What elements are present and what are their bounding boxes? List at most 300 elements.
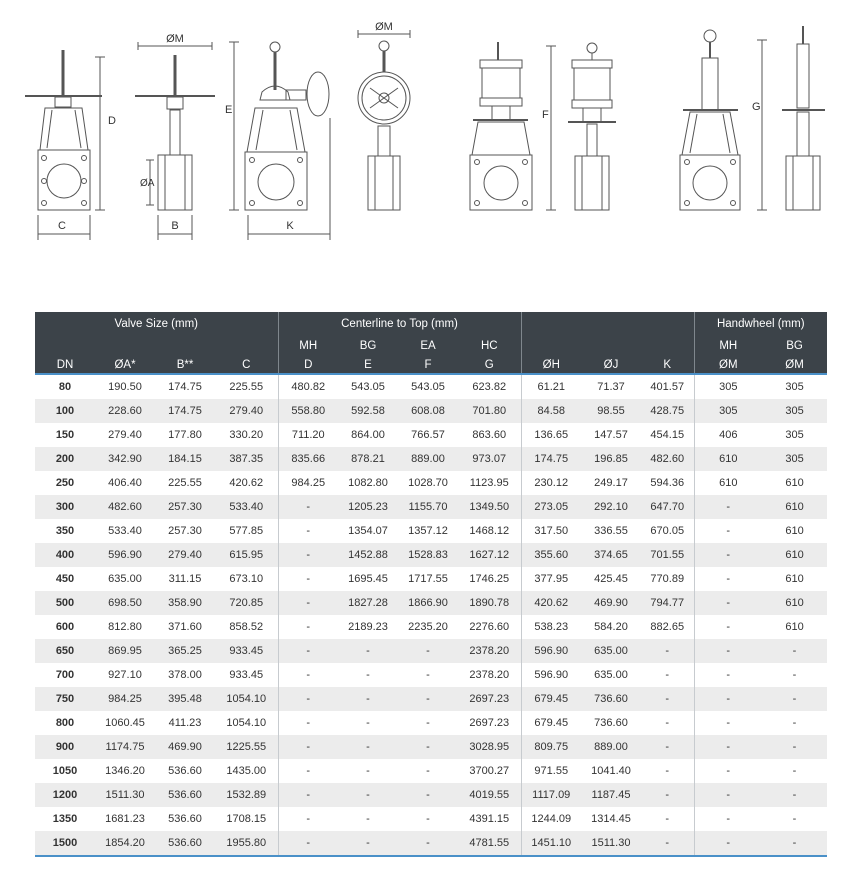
value-cell: 98.55	[581, 399, 641, 423]
table-row	[35, 783, 827, 807]
value-cell: -	[694, 687, 762, 711]
subheader-hw-bg: BG	[762, 336, 827, 356]
value-cell: 1349.50	[458, 495, 521, 519]
column-header: ØH	[521, 356, 581, 374]
value-cell: 543.05	[411, 381, 445, 393]
value-cell: 1708.15	[226, 813, 267, 825]
value-cell: 342.90	[95, 447, 155, 471]
value-cell: 1695.45	[348, 573, 388, 585]
value-cell: -	[398, 735, 458, 759]
value-cell: 584.20	[594, 621, 628, 633]
value-cell: 292.10	[581, 495, 641, 519]
dn-cell: 200	[35, 447, 95, 471]
column-header-row	[35, 356, 827, 374]
value-cell: 610	[694, 447, 762, 471]
value-cell: -	[426, 765, 430, 777]
value-cell: 1717.55	[408, 573, 448, 585]
value-cell: 933.45	[215, 639, 278, 663]
value-cell: 2276.60	[469, 621, 510, 633]
table-row	[35, 639, 827, 663]
value-cell: 592.58	[338, 399, 398, 423]
column-header: ØA*	[95, 356, 155, 374]
value-cell: -	[426, 813, 430, 825]
value-cell: 610	[694, 471, 762, 495]
value-cell: -	[278, 543, 338, 567]
value-cell: 701.55	[641, 543, 694, 567]
value-cell: 577.85	[229, 525, 264, 537]
value-cell: 1890.78	[458, 591, 521, 615]
dn-cell: 1350	[52, 813, 78, 825]
dn-cell: 350	[55, 525, 75, 537]
value-cell: 812.80	[108, 621, 142, 633]
value-cell: 1532.89	[215, 783, 278, 807]
value-cell: -	[792, 765, 797, 777]
value-cell: 1681.23	[105, 813, 145, 825]
value-cell: 536.60	[155, 783, 215, 807]
dn-cell: 800	[55, 717, 75, 729]
value-cell: 538.23	[521, 615, 581, 639]
value-cell: 3700.27	[469, 765, 510, 777]
value-cell: -	[278, 807, 338, 831]
value-cell: -	[278, 663, 338, 687]
value-cell: 395.48	[155, 687, 215, 711]
drawing-hydraulic-side	[782, 26, 825, 210]
table-row	[35, 447, 827, 471]
value-cell: -	[665, 669, 670, 681]
value-cell: 61.21	[521, 374, 581, 399]
label-k: K	[286, 220, 294, 232]
value-cell: 174.75	[168, 381, 202, 393]
value-cell: -	[338, 639, 398, 663]
value-cell: 1314.45	[591, 813, 631, 825]
value-cell: 878.21	[338, 447, 398, 471]
label-m-side: ØM	[166, 33, 184, 45]
table-row	[35, 567, 827, 591]
value-cell: 2189.23	[348, 621, 388, 633]
value-cell: 2697.23	[469, 717, 510, 729]
value-cell: -	[762, 687, 827, 711]
drawing-manual-front	[25, 50, 116, 240]
value-cell: 835.66	[278, 447, 338, 471]
value-cell: 971.55	[521, 759, 581, 783]
value-cell: 2378.20	[469, 669, 510, 681]
value-cell: 4391.15	[469, 813, 510, 825]
value-cell: 889.00	[581, 735, 641, 759]
subheader-hw-mh: MH	[694, 336, 762, 356]
drawing-manual-side	[135, 33, 215, 240]
value-cell: 482.60	[641, 447, 694, 471]
value-cell: -	[278, 687, 338, 711]
value-cell: -	[694, 543, 762, 567]
value-cell: 1511.30	[581, 831, 641, 856]
dimensions-table	[35, 312, 827, 857]
value-cell: 482.60	[95, 495, 155, 519]
value-cell: -	[426, 669, 430, 681]
value-cell: 711.20	[278, 423, 338, 447]
value-cell: 536.60	[155, 831, 215, 856]
value-cell: 279.40	[215, 399, 278, 423]
value-cell: 4781.55	[458, 831, 521, 856]
value-cell: 610	[785, 477, 804, 489]
value-cell: 984.25	[95, 687, 155, 711]
dn-cell: 100	[35, 399, 95, 423]
value-cell: 610	[785, 525, 804, 537]
value-cell: -	[665, 717, 670, 729]
label-f: F	[542, 109, 549, 121]
column-header: ØM	[762, 356, 827, 374]
value-cell: 371.60	[168, 621, 202, 633]
value-cell: 1225.55	[215, 735, 278, 759]
drawing-pneumatic-front	[470, 42, 556, 210]
dn-cell: 500	[35, 591, 95, 615]
dn-cell: 400	[35, 543, 95, 567]
value-cell: 4019.55	[458, 783, 521, 807]
value-cell: 2378.20	[458, 639, 521, 663]
value-cell: 858.52	[229, 621, 264, 633]
value-cell: 1452.88	[338, 543, 398, 567]
value-cell: 635.00	[594, 669, 628, 681]
value-cell: 305	[762, 399, 827, 423]
table-row	[35, 519, 827, 543]
valve-dimension-drawings	[0, 0, 850, 300]
value-cell: 355.60	[521, 543, 581, 567]
value-cell: 377.95	[521, 567, 581, 591]
subheader-row	[35, 336, 827, 356]
value-cell: 305	[762, 447, 827, 471]
table-row	[35, 423, 827, 447]
label-a: ØA	[140, 178, 155, 189]
value-cell: -	[762, 831, 827, 856]
value-cell: 673.10	[229, 573, 264, 585]
dn-cell: 80	[58, 381, 72, 393]
value-cell: 174.75	[521, 447, 581, 471]
value-cell: 647.70	[641, 495, 694, 519]
value-cell: 596.90	[521, 663, 581, 687]
value-cell: 594.36	[650, 477, 685, 489]
value-cell: -	[278, 831, 338, 856]
value-cell: 536.60	[168, 765, 202, 777]
value-cell: 863.60	[472, 429, 507, 441]
value-cell: 536.60	[168, 813, 202, 825]
value-cell: 615.95	[215, 543, 278, 567]
value-cell: 1205.23	[338, 495, 398, 519]
dn-cell: 250	[55, 477, 75, 489]
value-cell: 1746.25	[469, 573, 510, 585]
value-cell: 973.07	[458, 447, 521, 471]
label-g: G	[752, 101, 761, 113]
drawing-hydraulic-front	[680, 30, 767, 210]
table-row	[35, 735, 827, 759]
value-cell: 387.35	[215, 447, 278, 471]
value-cell: -	[366, 765, 370, 777]
value-cell: -	[426, 717, 430, 729]
value-cell: 596.90	[521, 639, 581, 663]
value-cell: -	[665, 813, 670, 825]
table-body	[35, 374, 827, 856]
value-cell: 1082.80	[348, 477, 388, 489]
value-cell: 225.55	[229, 381, 264, 393]
column-header: DN	[35, 356, 95, 374]
table-row	[35, 399, 827, 423]
value-cell: 701.80	[458, 399, 521, 423]
value-cell: -	[338, 735, 398, 759]
value-cell: -	[694, 591, 762, 615]
value-cell: 1123.95	[469, 477, 509, 489]
value-cell: -	[762, 783, 827, 807]
value-cell: 864.00	[351, 429, 385, 441]
value-cell: 1054.10	[215, 687, 278, 711]
dn-cell: 750	[35, 687, 95, 711]
value-cell: 428.75	[641, 399, 694, 423]
column-header: ØJ	[581, 356, 641, 374]
value-cell: -	[694, 639, 762, 663]
value-cell: 1955.80	[215, 831, 278, 856]
value-cell: 411.23	[168, 717, 202, 729]
value-cell: -	[641, 831, 694, 856]
value-cell: 1155.70	[398, 495, 458, 519]
value-cell: 809.75	[521, 735, 581, 759]
value-cell: 1041.40	[591, 765, 631, 777]
value-cell: -	[398, 687, 458, 711]
value-cell: 420.62	[521, 591, 581, 615]
value-cell: -	[398, 831, 458, 856]
value-cell: -	[278, 735, 338, 759]
table-row	[35, 615, 827, 639]
value-cell: 225.55	[168, 477, 202, 489]
value-cell: 330.20	[229, 429, 264, 441]
column-header: E	[338, 356, 398, 374]
value-cell: 610	[762, 543, 827, 567]
table-row	[35, 495, 827, 519]
dn-cell: 150	[55, 429, 75, 441]
value-cell: 533.40	[108, 525, 142, 537]
value-cell: 889.00	[398, 447, 458, 471]
value-cell: -	[338, 783, 398, 807]
value-cell: -	[762, 639, 827, 663]
value-cell: 933.45	[229, 669, 264, 681]
value-cell: 177.80	[168, 429, 202, 441]
value-cell: -	[641, 735, 694, 759]
value-cell: -	[694, 807, 762, 831]
value-cell: 1346.20	[105, 765, 145, 777]
value-cell: -	[278, 567, 338, 591]
value-cell: 736.60	[581, 687, 641, 711]
dn-cell: 650	[35, 639, 95, 663]
value-cell: -	[694, 615, 762, 639]
value-cell: -	[641, 783, 694, 807]
value-cell: 480.82	[278, 374, 338, 399]
value-cell: -	[694, 735, 762, 759]
value-cell: 1060.45	[105, 717, 145, 729]
value-cell: 317.50	[521, 519, 581, 543]
value-cell: -	[366, 717, 370, 729]
value-cell: 2697.23	[458, 687, 521, 711]
value-cell: 1866.90	[398, 591, 458, 615]
value-cell: -	[694, 663, 762, 687]
value-cell: 136.65	[521, 423, 581, 447]
value-cell: 378.00	[168, 669, 202, 681]
value-cell: -	[792, 813, 797, 825]
value-cell: 1028.70	[408, 477, 448, 489]
value-cell: -	[366, 669, 370, 681]
label-b: B	[171, 220, 179, 232]
value-cell: 1627.12	[458, 543, 521, 567]
value-cell: 558.80	[278, 399, 338, 423]
value-cell: -	[338, 687, 398, 711]
dn-cell: 900	[35, 735, 95, 759]
value-cell: 623.82	[472, 381, 507, 393]
value-cell: 1468.12	[469, 525, 510, 537]
dn-cell: 600	[55, 621, 75, 633]
group-header-row	[35, 312, 827, 336]
value-cell: 196.85	[581, 447, 641, 471]
value-cell: -	[278, 615, 338, 639]
value-cell: 257.30	[168, 525, 202, 537]
label-d: D	[108, 115, 116, 127]
value-cell: 279.40	[155, 543, 215, 567]
value-cell: 1357.12	[408, 525, 448, 537]
value-cell: 305	[694, 399, 762, 423]
value-cell: 1435.00	[226, 765, 267, 777]
value-cell: 1187.45	[581, 783, 641, 807]
value-cell: 608.08	[398, 399, 458, 423]
value-cell: 2235.20	[408, 621, 448, 633]
value-cell: -	[398, 639, 458, 663]
column-header: C	[215, 356, 278, 374]
value-cell: 84.58	[521, 399, 581, 423]
value-cell: 543.05	[351, 381, 385, 393]
value-cell: -	[694, 495, 762, 519]
group-centerline: Centerline to Top (mm)	[278, 312, 521, 336]
dn-cell: 450	[55, 573, 75, 585]
value-cell: -	[665, 765, 670, 777]
table-row	[35, 687, 827, 711]
value-cell: 927.10	[108, 669, 142, 681]
value-cell: 533.40	[215, 495, 278, 519]
value-cell: 670.05	[650, 525, 685, 537]
value-cell: -	[792, 669, 797, 681]
value-cell: 406.40	[108, 477, 142, 489]
dn-cell: 1200	[35, 783, 95, 807]
value-cell: 401.57	[650, 381, 685, 393]
value-cell: 454.15	[650, 429, 685, 441]
value-cell: -	[278, 759, 338, 783]
dn-cell: 1500	[35, 831, 95, 856]
column-header: B**	[155, 356, 215, 374]
column-header: ØM	[694, 356, 762, 374]
value-cell: 770.89	[650, 573, 685, 585]
value-cell: 766.57	[411, 429, 445, 441]
value-cell: 147.57	[594, 429, 628, 441]
value-cell: -	[278, 783, 338, 807]
value-cell: -	[694, 711, 762, 735]
value-cell: 358.90	[155, 591, 215, 615]
value-cell: -	[366, 813, 370, 825]
value-cell: 1354.07	[348, 525, 388, 537]
value-cell: 679.45	[521, 711, 581, 735]
value-cell: 679.45	[521, 687, 581, 711]
value-cell: 736.60	[594, 717, 628, 729]
value-cell: 1054.10	[226, 717, 267, 729]
value-cell: 174.75	[155, 399, 215, 423]
value-cell: 305	[694, 374, 762, 399]
value-cell: 984.25	[278, 471, 338, 495]
value-cell: 882.65	[650, 621, 685, 633]
value-cell: 698.50	[95, 591, 155, 615]
value-cell: -	[278, 639, 338, 663]
value-cell: -	[792, 717, 797, 729]
value-cell: 1451.10	[521, 831, 581, 856]
value-cell: 184.15	[155, 447, 215, 471]
value-cell: -	[641, 687, 694, 711]
value-cell: 610	[785, 573, 804, 585]
value-cell: 469.90	[155, 735, 215, 759]
value-cell: 1528.83	[398, 543, 458, 567]
value-cell: 1244.09	[521, 807, 581, 831]
drawing-bevel-gear-front	[225, 42, 330, 240]
column-header: K	[641, 356, 694, 374]
value-cell: 869.95	[95, 639, 155, 663]
value-cell: -	[694, 783, 762, 807]
group-valve-size: Valve Size (mm)	[35, 312, 278, 336]
value-cell: 249.17	[594, 477, 628, 489]
value-cell: -	[694, 519, 762, 543]
table-row	[35, 591, 827, 615]
table-row	[35, 807, 827, 831]
value-cell: 230.12	[521, 471, 581, 495]
value-cell: 635.00	[581, 639, 641, 663]
value-cell: 311.15	[168, 573, 202, 585]
value-cell: 305	[785, 429, 804, 441]
value-cell: 3028.95	[458, 735, 521, 759]
value-cell: -	[694, 759, 762, 783]
value-cell: -	[338, 831, 398, 856]
subheader-hc: HC	[458, 336, 521, 356]
group-handwheel: Handwheel (mm)	[694, 312, 827, 336]
table-row	[35, 471, 827, 495]
value-cell: 305	[785, 381, 804, 393]
value-cell: 257.30	[155, 495, 215, 519]
value-cell: 1117.09	[521, 783, 581, 807]
value-cell: -	[278, 495, 338, 519]
value-cell: -	[694, 567, 762, 591]
value-cell: 279.40	[108, 429, 142, 441]
table-row	[35, 374, 827, 399]
value-cell: 1854.20	[95, 831, 155, 856]
table-row	[35, 831, 827, 856]
table-row	[35, 663, 827, 687]
value-cell: 228.60	[95, 399, 155, 423]
table-row	[35, 711, 827, 735]
value-cell: 1511.30	[95, 783, 155, 807]
value-cell: -	[278, 591, 338, 615]
value-cell: -	[762, 735, 827, 759]
dn-cell: 1050	[52, 765, 78, 777]
value-cell: 610	[762, 495, 827, 519]
label-c: C	[58, 220, 66, 232]
value-cell: 365.25	[155, 639, 215, 663]
value-cell: -	[278, 519, 338, 543]
value-cell: 420.62	[229, 477, 264, 489]
subheader-ea: EA	[398, 336, 458, 356]
drawing-bevel-gear-side	[358, 21, 410, 210]
value-cell: 374.65	[581, 543, 641, 567]
value-cell: -	[278, 711, 338, 735]
value-cell: 794.77	[641, 591, 694, 615]
value-cell: 610	[785, 621, 804, 633]
subheader-mh: MH	[278, 336, 338, 356]
value-cell: 1174.75	[95, 735, 155, 759]
